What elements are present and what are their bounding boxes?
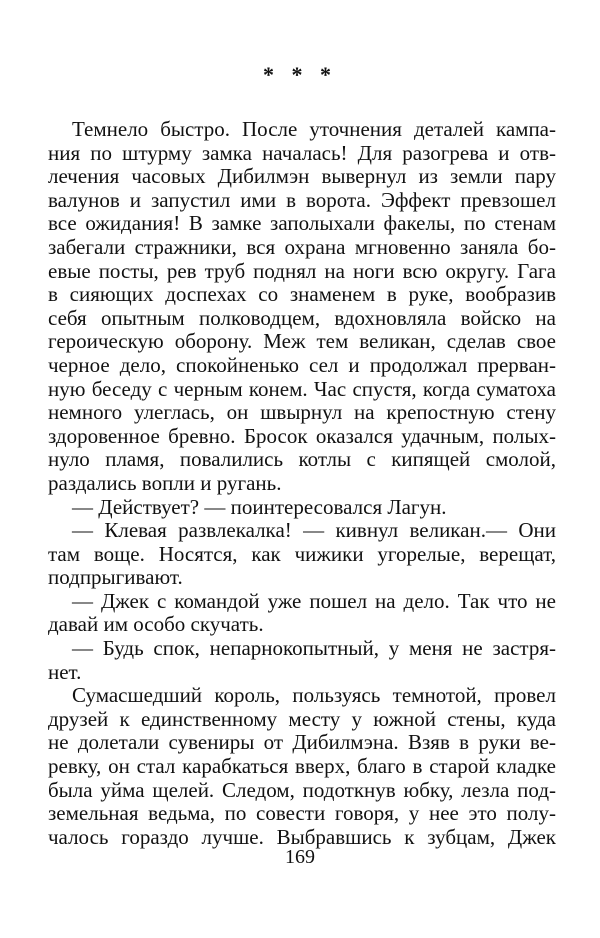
text-line: здоровенное бревно. Бросок оказался удачным, полых- bbox=[48, 423, 556, 448]
text-line: друзей к единственному месту у южной стены, куда bbox=[48, 706, 556, 731]
text-line: героическую оборону. Меж тем великан, сделав свое bbox=[48, 329, 556, 354]
text-line: немного улеглась, он швырнул на крепостную стену bbox=[48, 400, 556, 425]
text-line: подпрыгивают. bbox=[48, 565, 183, 590]
text-line: в сияющих доспехах со знаменем в руке, вообразив bbox=[48, 282, 556, 307]
text-line: черное дело, спокойненько сел и продолжал прерван- bbox=[48, 352, 556, 377]
section-separator: * * * bbox=[263, 62, 337, 87]
text-line: нуло пламя, повалились котлы с кипящей смолой, bbox=[48, 447, 556, 472]
body-text bbox=[48, 118, 556, 849]
page-number: 169 bbox=[285, 846, 315, 868]
text-line: нет. bbox=[48, 659, 82, 684]
dialogue-line: — Клевая развлекалка! — кивнул великан.— Они bbox=[72, 518, 556, 543]
text-line: там воще. Носятся, как чижики угорелые, верещат, bbox=[48, 541, 556, 566]
text-line: чалось гораздо лучше. Выбравшись к зубцам, Джек bbox=[48, 824, 556, 849]
text-line: была уйма щелей. Следом, подоткнув юбку, лезла под- bbox=[48, 777, 556, 802]
text-line: земельная ведьма, по совести говоря, у нее это полу- bbox=[48, 801, 556, 826]
text-line: себя опытным полководцем, вдохновляла войско на bbox=[48, 305, 556, 330]
text-line: евые посты, рев труб поднял на ноги всю округу. Гага bbox=[48, 258, 556, 283]
text-line: давай им особо скучать. bbox=[48, 612, 264, 637]
dialogue-line: — Джек с командой уже пошел на дело. Так что не bbox=[72, 588, 556, 613]
text-line: все ожидания! В замке заполыхали факелы, по стенам bbox=[48, 211, 556, 236]
text-line: раздались вопли и ругань. bbox=[48, 470, 282, 495]
text-line: Сумасшедший король, пользуясь темнотой, провел bbox=[72, 683, 556, 708]
text-line: лечения часовых Дибилмэн вывернул из земли пару bbox=[48, 164, 556, 189]
text-line: ния по штурму замка началась! Для разогрева и отв- bbox=[48, 140, 556, 165]
dialogue-line: — Будь спок, непарнокопытный, у меня не застря- bbox=[72, 636, 556, 661]
text-line: забегали стражники, вся охрана мгновенно заняла бо- bbox=[48, 234, 556, 259]
text-line: ревку, он стал карабкаться вверх, благо в старой кладке bbox=[48, 754, 556, 779]
text-line: Темнело быстро. После уточнения деталей кампа- bbox=[72, 117, 556, 141]
text-line: ную беседу с черным конем. Час спустя, когда суматоха bbox=[48, 376, 556, 401]
text-line: не долетали сувениры от Дибилмэна. Взяв в руки ве- bbox=[48, 730, 556, 755]
dialogue-line: — Действует? — поинтересовался Лагун. bbox=[72, 494, 447, 519]
text-line: валунов и запустил ими в ворота. Эффект превзошел bbox=[48, 187, 556, 212]
